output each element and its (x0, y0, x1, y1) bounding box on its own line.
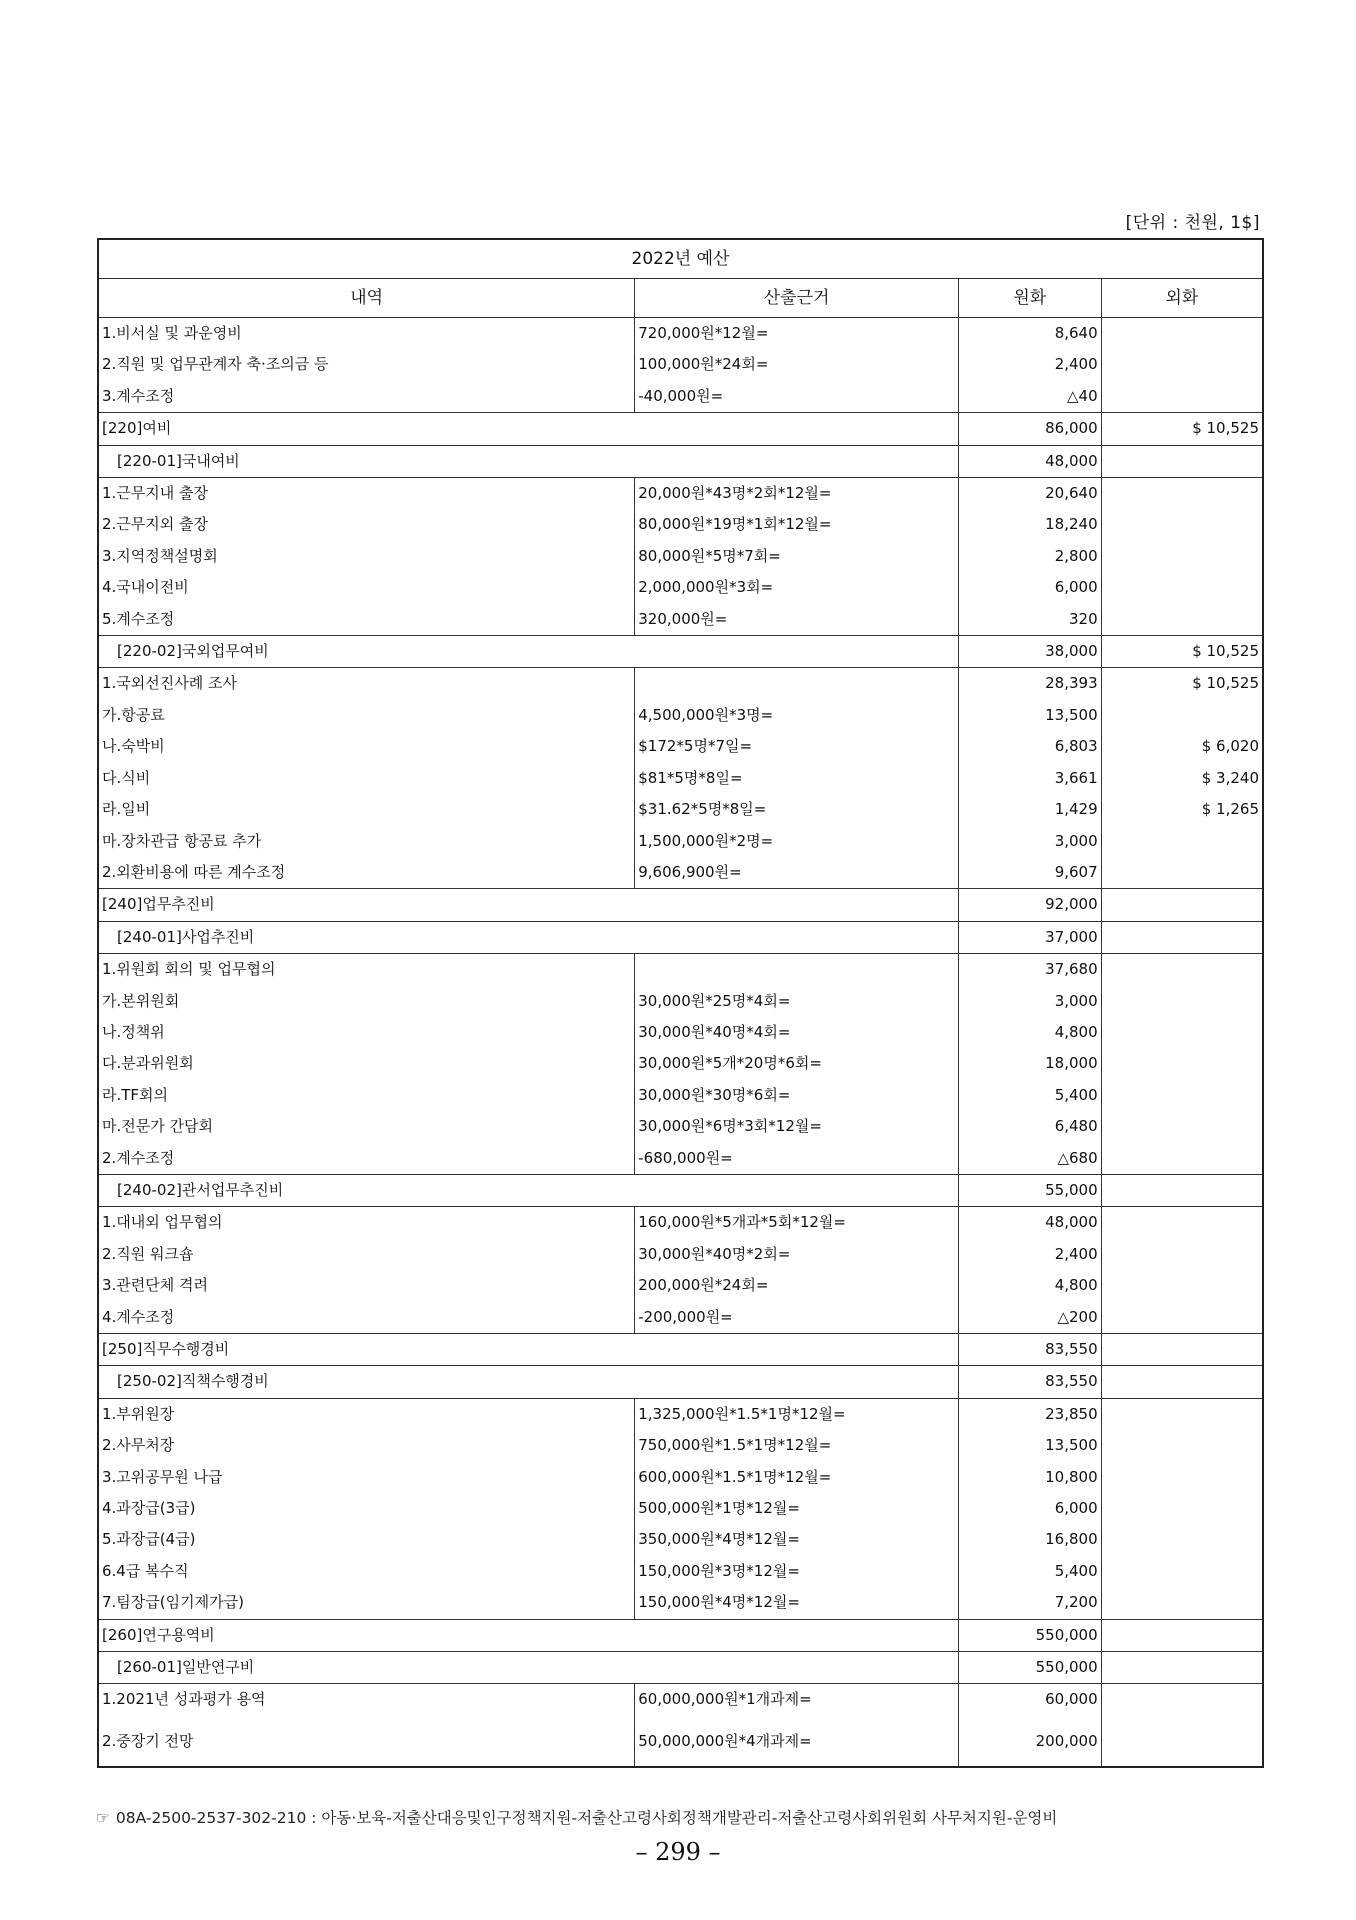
krw-amount: 550,000 (958, 1619, 1101, 1651)
krw-amount: 1,429 (958, 794, 1101, 825)
item-description: 나.숙박비 (102, 737, 165, 756)
calculation-basis: 1,325,000원*1.5*1명*12월= (635, 1398, 959, 1430)
foreign-amount (1101, 1493, 1263, 1524)
table-row (98, 1684, 1263, 1716)
item-description: 6.4급 복수직 (102, 1561, 189, 1580)
calculation-basis: $172*5명*7일= (635, 731, 959, 762)
calculation-basis: 600,000원*1.5*1명*12월= (635, 1462, 959, 1493)
item-description: 1.부위원장 (98, 1398, 635, 1430)
foreign-amount (1101, 572, 1263, 603)
calculation-basis: 30,000원*40명*4회= (635, 1017, 959, 1048)
calculation-basis: $31.62*5명*8일= (635, 794, 959, 825)
foreign-amount (1101, 954, 1263, 986)
foreign-amount (1101, 1716, 1263, 1767)
krw-amount: 83,550 (958, 1366, 1101, 1398)
krw-amount: 8,640 (958, 318, 1101, 350)
krw-amount: 55,000 (958, 1174, 1101, 1206)
calculation-basis: 4,500,000원*3명= (635, 700, 959, 731)
krw-amount: 4,800 (958, 1017, 1101, 1048)
item-description: 다.식비 (102, 768, 151, 787)
item-description: 3.지역정책설명회 (102, 546, 218, 565)
table-row (98, 1430, 1263, 1461)
foreign-amount: $ 6,020 (1101, 731, 1263, 762)
calculation-basis: 750,000원*1.5*1명*12월= (635, 1430, 959, 1461)
krw-amount: 28,393 (958, 668, 1101, 700)
calculation-basis: 160,000원*5개과*5회*12월= (635, 1207, 959, 1239)
calculation-basis: 30,000원*40명*2회= (635, 1239, 959, 1270)
section-title: [220]여비 (98, 413, 958, 445)
section-row (98, 921, 1263, 953)
foreign-amount (1101, 1556, 1263, 1587)
krw-amount: 320 (958, 604, 1101, 636)
foreign-amount (1101, 1398, 1263, 1430)
item-description: 2.직원 및 업무관계자 축·조의금 등 (102, 355, 329, 374)
krw-amount: △200 (958, 1302, 1101, 1334)
section-row (98, 1652, 1263, 1684)
krw-amount: 3,000 (958, 986, 1101, 1017)
table-row (98, 318, 1263, 350)
foreign-amount (1101, 1207, 1263, 1239)
foreign-amount (1101, 1366, 1263, 1398)
foreign-amount (1101, 889, 1263, 921)
item-description: 3.관련단체 격려 (102, 1276, 209, 1295)
krw-amount: 2,400 (958, 1239, 1101, 1270)
section-row (98, 1174, 1263, 1206)
calculation-basis: 100,000원*24회= (635, 349, 959, 380)
krw-amount: 6,480 (958, 1111, 1101, 1142)
calculation-basis: 30,000원*30명*6회= (635, 1080, 959, 1111)
calculation-basis: 150,000원*4명*12월= (635, 1587, 959, 1619)
item-description: 4.국내이전비 (102, 578, 189, 597)
table-row (98, 1302, 1263, 1334)
item-description: 라.TF회의 (102, 1085, 169, 1104)
krw-amount: 13,500 (958, 700, 1101, 731)
footnote (96, 1806, 1057, 1828)
section-title: [240]업무추진비 (98, 889, 958, 921)
krw-amount: 2,800 (958, 541, 1101, 572)
item-description: 마.전문가 간담회 (102, 1117, 213, 1136)
header-basis: 산출근거 (635, 279, 959, 318)
krw-amount: 7,200 (958, 1587, 1101, 1619)
foreign-amount (1101, 826, 1263, 857)
calculation-basis: -200,000원= (635, 1302, 959, 1334)
item-description: 2.중장기 전망 (102, 1731, 194, 1750)
foreign-amount (1101, 857, 1263, 889)
item-description: 4.계수조정 (102, 1307, 175, 1326)
krw-amount: 3,000 (958, 826, 1101, 857)
foreign-amount (1101, 1048, 1263, 1079)
section-row (98, 1619, 1263, 1651)
pointing-hand-icon: ☞ (96, 1809, 110, 1827)
foreign-amount (1101, 1524, 1263, 1555)
item-description: 4.과장급(3급) (102, 1499, 196, 1518)
item-description: 1.대내외 업무협의 (98, 1207, 635, 1239)
krw-amount: 4,800 (958, 1270, 1101, 1301)
table-row (98, 478, 1263, 510)
table-row (98, 731, 1263, 762)
krw-amount: 20,640 (958, 478, 1101, 510)
footnote-text: 08A-2500-2537-302-210 : 아동·보육-저출산대응및인구정책지원-저출산고령사회정책개발관리-저출산고령사회위원회 사무처지원-운영비 (115, 1809, 1058, 1827)
item-description: 2.직원 워크숍 (102, 1244, 194, 1263)
foreign-amount: $ 10,525 (1101, 636, 1263, 668)
foreign-amount (1101, 1334, 1263, 1366)
item-description: 2.사무처장 (102, 1436, 175, 1455)
section-row (98, 1334, 1263, 1366)
foreign-amount (1101, 1619, 1263, 1651)
foreign-amount (1101, 318, 1263, 350)
foreign-amount (1101, 1111, 1263, 1142)
item-description: 1.국외선진사례 조사 (98, 668, 635, 700)
calculation-basis: 80,000원*19명*1회*12월= (635, 509, 959, 540)
table-row (98, 857, 1263, 889)
calculation-basis: 30,000원*5개*20명*6회= (635, 1048, 959, 1079)
budget-body (98, 318, 1263, 1767)
table-title: 2022년 예산 (98, 239, 1263, 279)
krw-amount: 9,607 (958, 857, 1101, 889)
section-title: [240-01]사업추진비 (98, 921, 958, 953)
table-row (98, 1524, 1263, 1555)
item-description: 가.본위원회 (102, 991, 180, 1010)
table-row (98, 763, 1263, 794)
page-number: – 299 – (635, 1838, 721, 1866)
krw-amount: 38,000 (958, 636, 1101, 668)
table-row (98, 1143, 1263, 1175)
krw-amount: 200,000 (958, 1716, 1101, 1767)
item-description: 3.고위공무원 나급 (102, 1467, 223, 1486)
header-krw: 원화 (958, 279, 1101, 318)
foreign-amount (1101, 1239, 1263, 1270)
krw-amount: 550,000 (958, 1652, 1101, 1684)
krw-amount: 48,000 (958, 445, 1101, 477)
krw-amount: 16,800 (958, 1524, 1101, 1555)
foreign-amount (1101, 1174, 1263, 1206)
item-description: 다.분과위원회 (102, 1054, 194, 1073)
item-description: 1.비서실 및 과운영비 (102, 324, 242, 342)
foreign-amount (1101, 1270, 1263, 1301)
krw-amount: 60,000 (958, 1684, 1101, 1716)
item-description: 7.팀장급(임기제가급) (102, 1593, 244, 1612)
item-description: 나.정책위 (102, 1022, 165, 1041)
section-title: [260]연구용역비 (98, 1619, 958, 1651)
calculation-basis: 9,606,900원= (635, 857, 959, 889)
calculation-basis: 30,000원*6명*3회*12월= (635, 1111, 959, 1142)
section-title: [220-02]국외업무여비 (98, 636, 958, 668)
calculation-basis (635, 668, 959, 700)
foreign-amount (1101, 509, 1263, 540)
foreign-amount (1101, 986, 1263, 1017)
krw-amount: 86,000 (958, 413, 1101, 445)
foreign-amount (1101, 1462, 1263, 1493)
krw-amount: 23,850 (958, 1398, 1101, 1430)
section-row (98, 445, 1263, 477)
foreign-amount (1101, 1652, 1263, 1684)
calculation-basis: 150,000원*3명*12월= (635, 1556, 959, 1587)
krw-amount: 37,680 (958, 954, 1101, 986)
table-row (98, 572, 1263, 603)
item-description: 1.위원회 회의 및 업무협의 (98, 954, 635, 986)
krw-amount: 6,000 (958, 572, 1101, 603)
foreign-amount (1101, 445, 1263, 477)
krw-amount: 2,400 (958, 349, 1101, 380)
table-row (98, 1111, 1263, 1142)
foreign-amount (1101, 541, 1263, 572)
krw-amount: △680 (958, 1143, 1101, 1175)
item-description: 라.일비 (102, 800, 151, 819)
header-description: 내역 (98, 279, 635, 318)
table-row (98, 509, 1263, 540)
foreign-amount (1101, 381, 1263, 413)
table-row (98, 1493, 1263, 1524)
unit-label: [단위 : 천원, 1$] (1125, 213, 1260, 233)
calculation-basis: -680,000원= (635, 1143, 959, 1175)
calculation-basis: 350,000원*4명*12월= (635, 1524, 959, 1555)
foreign-amount (1101, 1430, 1263, 1461)
foreign-amount (1101, 604, 1263, 636)
krw-amount: 37,000 (958, 921, 1101, 953)
section-title: [260-01]일반연구비 (98, 1652, 958, 1684)
foreign-amount (1101, 1302, 1263, 1334)
foreign-amount (1101, 921, 1263, 953)
krw-amount: 92,000 (958, 889, 1101, 921)
table-row (98, 1716, 1263, 1767)
calculation-basis: 50,000,000원*4개과제= (635, 1716, 959, 1767)
calculation-basis: -40,000원= (635, 381, 959, 413)
item-description: 2.근무지외 출장 (102, 515, 209, 534)
table-row (98, 794, 1263, 825)
table-row (98, 668, 1263, 700)
foreign-amount (1101, 1587, 1263, 1619)
krw-amount: 5,400 (958, 1556, 1101, 1587)
section-row (98, 636, 1263, 668)
budget-table (97, 238, 1264, 1768)
table-row (98, 1587, 1263, 1619)
item-description: 마.장차관급 항공료 추가 (102, 831, 262, 850)
calculation-basis: 200,000원*24회= (635, 1270, 959, 1301)
table-row (98, 1048, 1263, 1079)
krw-amount: 6,000 (958, 1493, 1101, 1524)
header-foreign: 외화 (1101, 279, 1263, 318)
section-row (98, 1366, 1263, 1398)
item-description: 가.항공료 (102, 705, 165, 724)
foreign-amount (1101, 1080, 1263, 1111)
section-row (98, 889, 1263, 921)
table-row (98, 954, 1263, 986)
calculation-basis: $81*5명*8일= (635, 763, 959, 794)
calculation-basis: 80,000원*5명*7회= (635, 541, 959, 572)
calculation-basis (635, 954, 959, 986)
table-row (98, 1207, 1263, 1239)
item-description: 2.계수조정 (102, 1148, 175, 1167)
table-row (98, 1270, 1263, 1301)
section-title: [250-02]직책수행경비 (98, 1366, 958, 1398)
calculation-basis: 720,000원*12월= (635, 318, 959, 350)
foreign-amount (1101, 478, 1263, 510)
item-description: 3.계수조정 (102, 386, 175, 405)
krw-amount: 18,000 (958, 1048, 1101, 1079)
krw-amount: 10,800 (958, 1462, 1101, 1493)
foreign-amount: $ 1,265 (1101, 794, 1263, 825)
table-row (98, 1239, 1263, 1270)
section-title: [240-02]관서업무추진비 (98, 1174, 958, 1206)
krw-amount: 48,000 (958, 1207, 1101, 1239)
calculation-basis: 320,000원= (635, 604, 959, 636)
foreign-amount: $ 10,525 (1101, 668, 1263, 700)
table-row (98, 1462, 1263, 1493)
foreign-amount (1101, 349, 1263, 380)
krw-amount: 6,803 (958, 731, 1101, 762)
item-description: 1.2021년 성과평가 용역 (98, 1684, 635, 1716)
table-row (98, 1080, 1263, 1111)
item-description: 5.과장급(4급) (102, 1530, 196, 1549)
table-row (98, 700, 1263, 731)
item-description: 5.계수조정 (102, 609, 175, 628)
foreign-amount: $ 10,525 (1101, 413, 1263, 445)
foreign-amount: $ 3,240 (1101, 763, 1263, 794)
table-row (98, 381, 1263, 413)
table-row (98, 604, 1263, 636)
calculation-basis: 20,000원*43명*2회*12월= (635, 478, 959, 510)
foreign-amount (1101, 700, 1263, 731)
krw-amount: 5,400 (958, 1080, 1101, 1111)
section-title: [220-01]국내여비 (98, 445, 958, 477)
calculation-basis: 500,000원*1명*12월= (635, 1493, 959, 1524)
foreign-amount (1101, 1684, 1263, 1716)
section-title: [250]직무수행경비 (98, 1334, 958, 1366)
foreign-amount (1101, 1017, 1263, 1048)
calculation-basis: 2,000,000원*3회= (635, 572, 959, 603)
calculation-basis: 60,000,000원*1개과제= (635, 1684, 959, 1716)
table-row (98, 1556, 1263, 1587)
section-row (98, 413, 1263, 445)
item-description: 2.외환비용에 따른 계수조정 (102, 862, 286, 881)
table-row (98, 349, 1263, 380)
table-row (98, 826, 1263, 857)
krw-amount: 3,661 (958, 763, 1101, 794)
table-row (98, 1398, 1263, 1430)
krw-amount: 83,550 (958, 1334, 1101, 1366)
krw-amount: △40 (958, 381, 1101, 413)
table-row (98, 986, 1263, 1017)
krw-amount: 18,240 (958, 509, 1101, 540)
krw-amount: 13,500 (958, 1430, 1101, 1461)
item-description: 1.근무지내 출장 (98, 478, 635, 510)
foreign-amount (1101, 1143, 1263, 1175)
calculation-basis: 30,000원*25명*4회= (635, 986, 959, 1017)
table-row (98, 541, 1263, 572)
table-row (98, 1017, 1263, 1048)
calculation-basis: 1,500,000원*2명= (635, 826, 959, 857)
